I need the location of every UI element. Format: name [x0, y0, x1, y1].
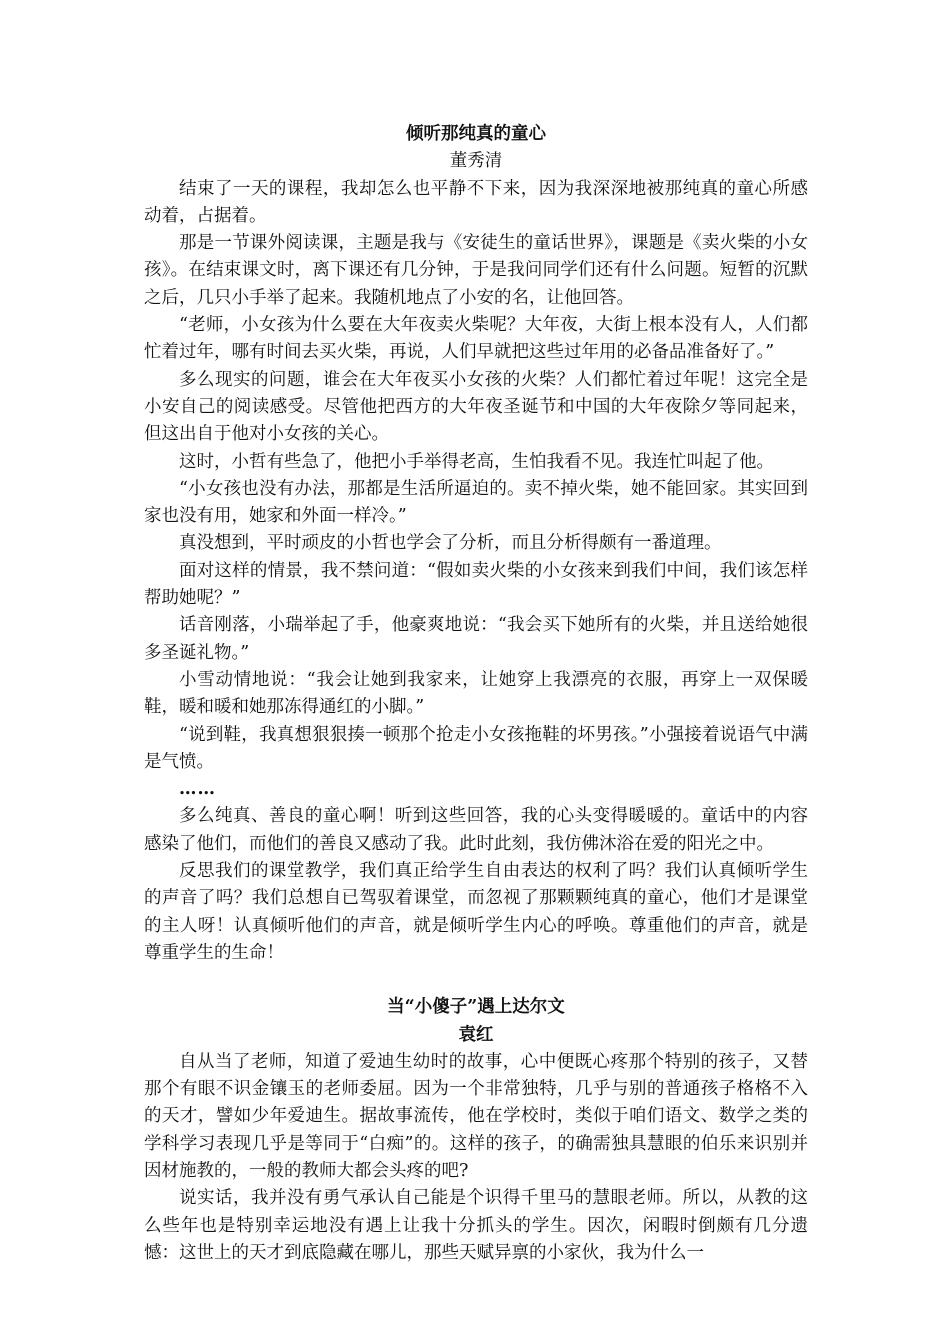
article-author: 袁红 [458, 1024, 494, 1045]
paragraph: 反思我们的课堂教学，我们真正给学生自由表达的权利了吗？我们认真倾听学生的声音了吗？我们总想自已驾驭着课堂，而忽视了那颗颗纯真的童心，他们才是课堂的主人呀！认真倾听他们的声音，就是倾听学生内心的呼唤。尊重他们的声音，就是尊重学生的生命！ [144, 861, 808, 963]
paragraph: “老师，小女孩为什么要在大年夜卖火柴呢？大年夜，大街上根本没有人，人们都忙着过年，哪有时间去买火柴，再说，人们早就把这些过年用的必备品准备好了。” [144, 315, 808, 363]
paragraph: 结束了一天的课程，我却怎么也平静不下来，因为我深深地被那纯真的童心所感动着，占据着。 [144, 178, 808, 226]
article-title: 当“小傻子”遇上达尔文 [387, 997, 565, 1018]
section-spacer [144, 967, 808, 994]
paragraph: 小雪动情地说：“我会让她到我家来，让她穿上我漂亮的衣服，再穿上一双保暖鞋，暖和暖和她那冻得通红的小脚。” [144, 669, 808, 718]
paragraph: “小女孩也没有办法，那都是生活所逼迫的。卖不掉火柴，她不能回家。其实回到家也没有用，她家和外面一样冷。” [144, 478, 808, 527]
paragraph: 面对这样的情景，我不禁问道：“假如卖火柴的小女孩来到我们中间，我们该怎样帮助她呢？” [144, 560, 808, 609]
paragraph: 那是一节课外阅读课，主题是我与《安徒生的童话世界》，课题是《卖火柴的小女孩》。在结束课文时，离下课还有几分钟，于是我问同学们还有什么问题。短暂的沉默之后，几只小手举了起来。我随机地点了小安的名，让他回答。 [144, 233, 808, 308]
paragraph: 多么纯真、善良的童心啊！听到这些回答，我的心头变得暖暖的。童话中的内容感染了他们，而他们的善良又感动了我。此时此刻，我仿佛沐浴在爱的阳光之中。 [144, 806, 808, 854]
paragraph: 说实话，我并没有勇气承认自己能是个识得千里马的慧眼老师。所以，从教的这么些年也是特别幸运地没有遇上让我十分抓头的学生。因次，闲暇时倒颇有几分遗憾：这世上的天才到底隐藏在哪儿，那些天赋异禀的小家伙，我为什么一 [144, 1188, 808, 1263]
paragraph: “说到鞋，我真想狠狠揍一顿那个抢走小女孩拖鞋的坏男孩。”小强接着说语气中满是气愤。 [144, 724, 808, 772]
paragraph: 真没想到，平时顽皮的小哲也学会了分析，而且分析得颇有一番道理。 [179, 533, 722, 554]
paragraph: 多么现实的问题，谁会在大年夜买小女孩的火柴？人们都忙着过年呢！这完全是小安自己的阅读感受。尽管他把西方的大年夜圣诞节和中国的大年夜除夕等同起来，但这出自于他对小女孩的关心。 [144, 369, 808, 445]
paragraph: 这时，小哲有些急了，他把小手举得老高，生怕我看不见。我连忙叫起了他。 [179, 451, 774, 472]
paragraph: 话音刚落，小瑞举起了手，他豪爽地说：“我会买下她所有的火柴，并且送给她很多圣诞礼物。” [144, 615, 808, 663]
article-title: 倾听那纯真的童心 [406, 124, 546, 144]
document-body [144, 121, 808, 1267]
ellipsis: …… [179, 779, 216, 800]
paragraph: 自从当了老师，知道了爱迪生幼时的故事，心中便既心疼那个特别的孩子，又替那个有眼不识金镶玉的老师委屈。因为一个非常独特，几乎与别的普通孩子格格不入的天才，譬如少年爱迪生。据故事流传，他在学校时，类似于咱们语文、数学之类的学科学习表现几乎是等同于“白痴”的。这样的孩子，的确需独具慧眼的伯乐来识别并因材施教的，一般的教师大都会头疼的吧? [144, 1051, 808, 1181]
article-author: 董秀清 [449, 151, 503, 172]
